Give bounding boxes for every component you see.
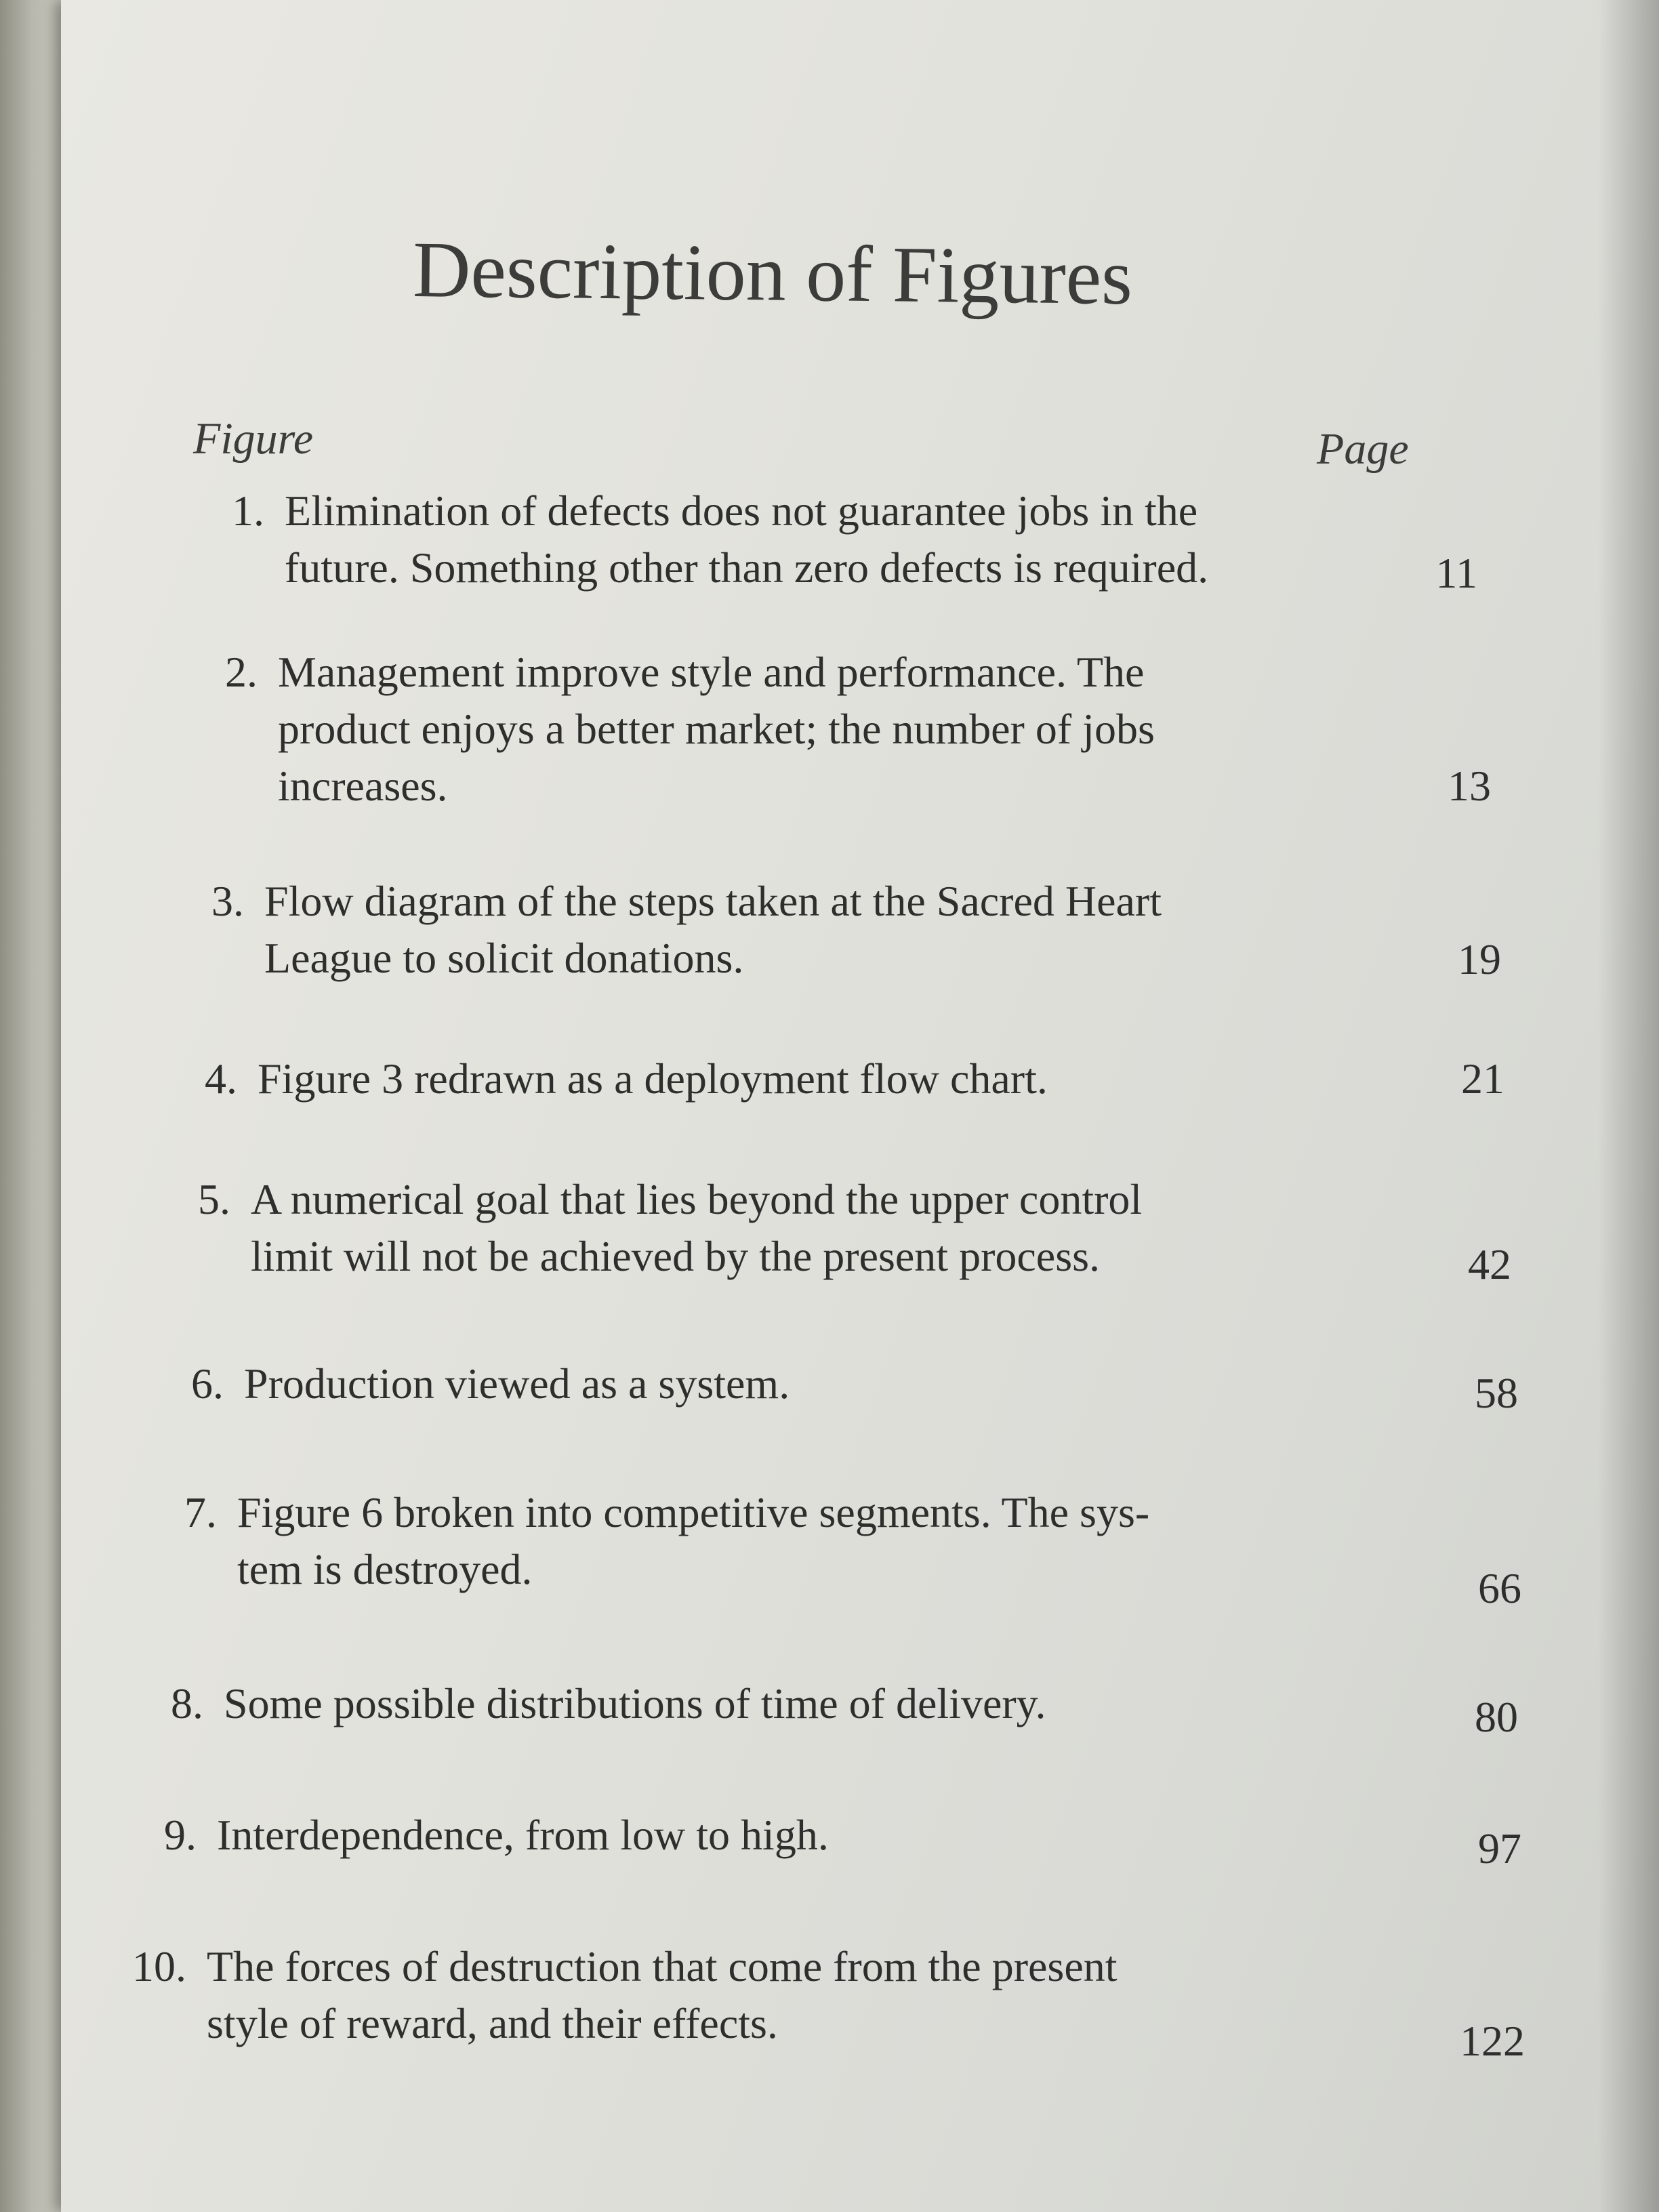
figure-description: The forces of destruction that come from the present style of reward, and their effects. [207, 1942, 1118, 2047]
book-page [61, 0, 1659, 2212]
figure-number: 10. [132, 1942, 186, 1990]
figure-page: 21 [1461, 1054, 1504, 1103]
column-header-page: Page [1317, 424, 1409, 474]
figure-page: 66 [1478, 1564, 1521, 1612]
figure-page: 58 [1475, 1369, 1518, 1417]
figure-number: 6. [191, 1359, 224, 1408]
figure-description: Figure 6 broken into competitive segments. The sys- tem is destroyed. [237, 1488, 1150, 1593]
column-header-figure: Figure [193, 414, 314, 464]
figure-number: 8. [171, 1679, 203, 1727]
figure-description: A numerical goal that lies beyond the upper control limit will not be achieved by the present process. [251, 1175, 1143, 1280]
figure-description: Interdependence, from low to high. [217, 1811, 829, 1859]
figure-page: 122 [1460, 2017, 1525, 2065]
figure-number: 3. [211, 877, 244, 925]
figure-page: 11 [1435, 549, 1477, 597]
figure-number: 1. [232, 487, 264, 535]
page-title: Description of Figures [412, 224, 1133, 322]
figure-number: 9. [164, 1811, 197, 1859]
figure-description: Flow diagram of the steps taken at the Sacred Heart League to solicit donations. [264, 877, 1162, 982]
figure-page: 42 [1468, 1240, 1511, 1288]
figure-page: 80 [1475, 1693, 1518, 1741]
figure-description: Some possible distributions of time of delivery. [224, 1679, 1046, 1727]
figure-description: Production viewed as a system. [244, 1359, 790, 1408]
figure-number: 4. [205, 1054, 237, 1103]
figure-page: 19 [1458, 935, 1501, 983]
figure-number: 5. [198, 1175, 230, 1223]
figure-description: Figure 3 redrawn as a deployment flow chart. [258, 1054, 1048, 1103]
figure-number: 7. [184, 1488, 217, 1536]
figure-description: Management improve style and performance. The product enjoys a better market; the number of jobs increases. [278, 648, 1155, 810]
figure-number: 2. [225, 648, 258, 696]
figure-page: 97 [1478, 1824, 1521, 1872]
figure-description: Elimination of defects does not guarantee jobs in the future. Something other than zero defects is required. [285, 487, 1209, 592]
figure-page: 13 [1448, 762, 1491, 810]
